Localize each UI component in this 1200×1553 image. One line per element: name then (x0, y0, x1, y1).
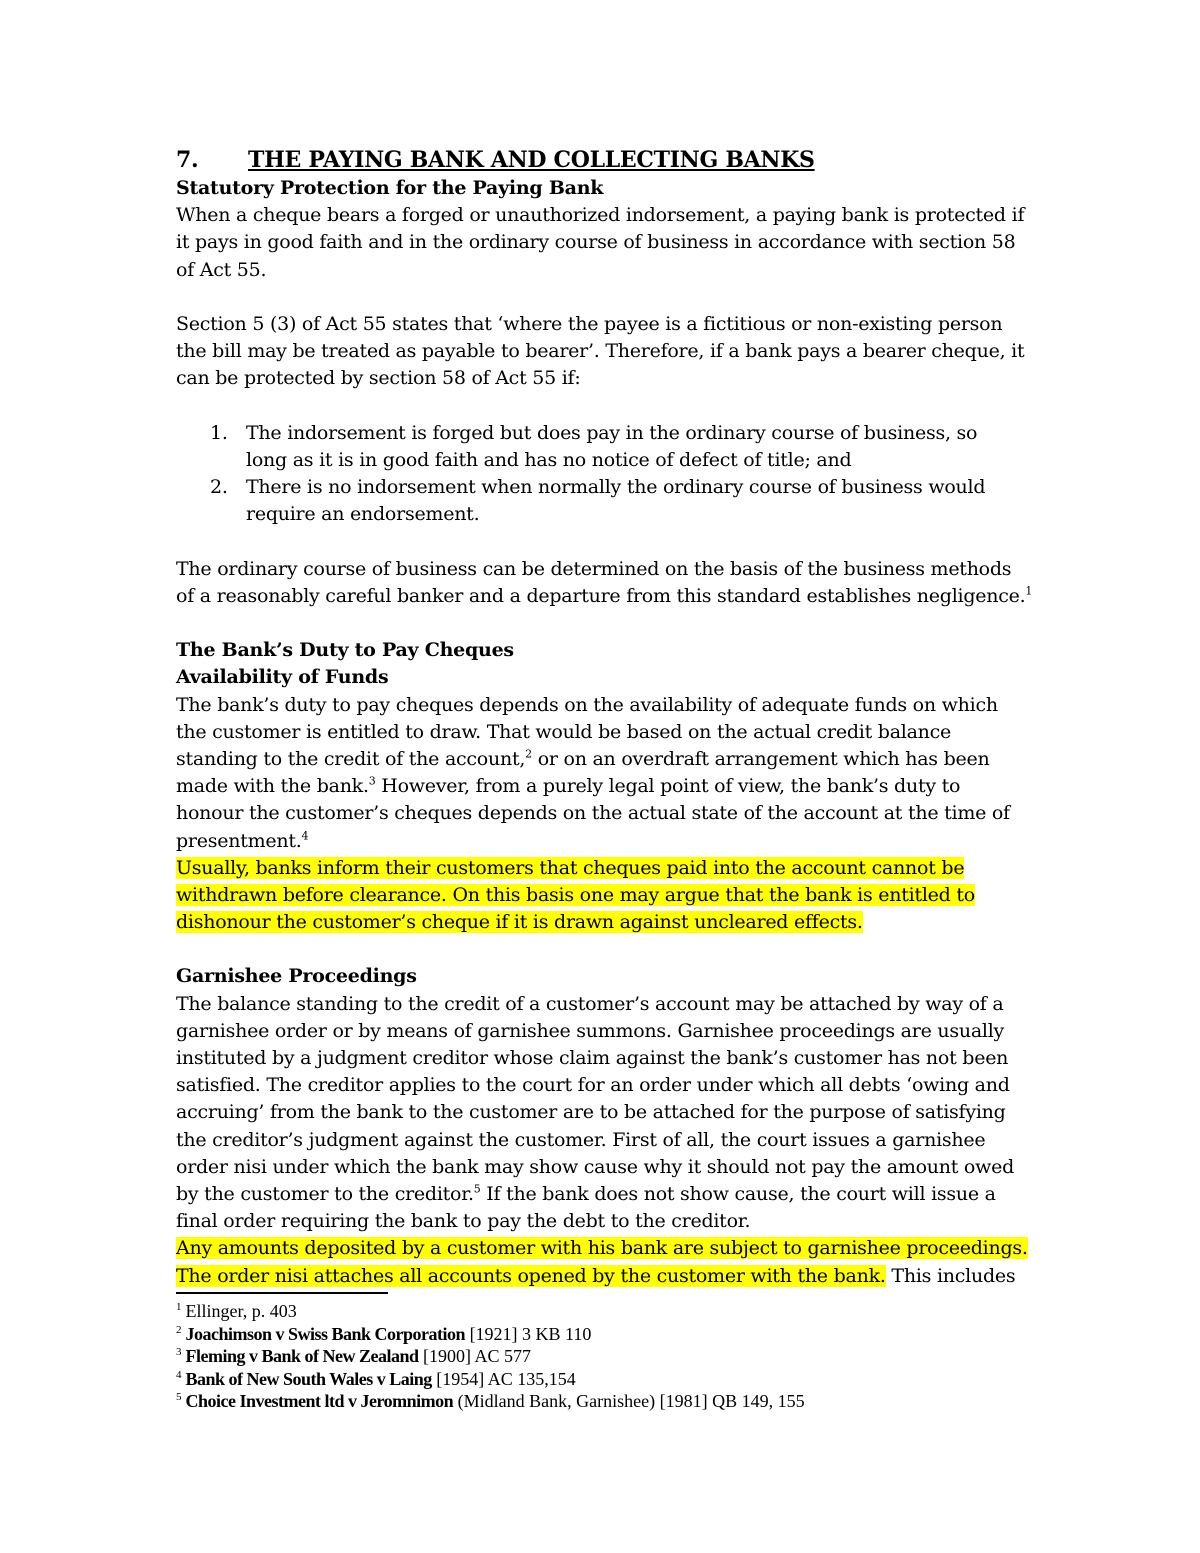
paragraph-line: honour the customer’s cheques depends on the actual state of the account at the time of (176, 802, 1010, 825)
highlighted-line: Usually, banks inform their customers that cheques paid into the account cannot be (176, 856, 965, 879)
footnote: $^5$ Choice Investment ltd v Jeromnimon (Midland Bank, Garnishee) [1981] QB 149, 155 (176, 1391, 805, 1412)
footnote-ref: 3 (368, 774, 376, 788)
paragraph-line: satisfied. The creditor applies to the court for an order under which all debts ‘owing and (176, 1074, 1010, 1097)
paragraph-line: instituted by a judgment creditor whose claim against the bank’s customer has not been (176, 1047, 1009, 1069)
highlighted-line: dishonour the customer’s cheque if it is drawn against uncleared effects. (176, 911, 863, 934)
footnote-ref: 1 (1025, 584, 1033, 598)
footnote-ref: 5 (473, 1182, 481, 1196)
section-title: 7. THE PAYING BANK AND COLLECTING BANKS (176, 147, 815, 173)
conditions-list (176, 420, 1036, 529)
document-page (176, 143, 1036, 1290)
paragraph-line: of Act 55. (176, 258, 267, 281)
footnote: $^2$ Joachimson v Swiss Bank Corporation [1921] 3 KB 110 (176, 1323, 592, 1344)
heading-statutory-protection: Statutory Protection for the Paying Bank (176, 177, 604, 199)
footnote-separator (176, 1292, 388, 1294)
paragraph-line: by the customer to the creditor.$^5$ If the bank does not show cause, the court will issue a (176, 1182, 996, 1205)
paragraph-line: the customer is entitled to draw. That would be based on the actual credit balance (176, 720, 952, 743)
list-item: 2. There is no indorsement when normally the ordinary course of business would require an endorsement. (210, 476, 986, 526)
paragraph-line: The ordinary course of business can be determined on the basis of the business methods (176, 557, 1012, 580)
list-item: 1. The indorsement is forged but does pay in the ordinary course of business, so long as it is in good faith and has no notice of defect of title; and (210, 421, 978, 471)
paragraph-line: garnishee order or by means of garnishee summons. Garnishee proceedings are usually (176, 1019, 1005, 1042)
heading-garnishee-proceedings: Garnishee Proceedings (176, 965, 417, 988)
paragraph-line: presentment.$^4$ (176, 829, 309, 852)
heading-duty-to-pay: The Bank’s Duty to Pay Cheques (176, 639, 514, 662)
footnote: $^4$ Bank of New South Wales v Laing [1954] AC 135,154 (176, 1368, 576, 1389)
paragraph-line: of a reasonably careful banker and a departure from this standard establishes negligence.$^1$ (176, 584, 1033, 607)
footnote: $^1$ Ellinger, p. 403 (176, 1301, 297, 1321)
paragraph-line: accruing’ from the bank to the customer are to be attached for the purpose of satisfying (176, 1101, 1006, 1124)
paragraph-line: the bill may be treated as payable to bearer’. Therefore, if a bank pays a bearer cheque, it (176, 340, 1025, 363)
heading-availability-of-funds: Availability of Funds (176, 666, 389, 689)
highlighted-line: The order nisi attaches all accounts opened by the customer with the bank. This includes (176, 1264, 1016, 1287)
paragraph-line: When a cheque bears a forged or unauthorized indorsement, a paying bank is protected if (176, 204, 1025, 227)
paragraph-line: The bank’s duty to pay cheques depends on the availability of adequate funds on which (176, 693, 998, 716)
paragraph-line: final order requiring the bank to pay the debt to the creditor. (176, 1210, 751, 1233)
paragraph-line: order nisi under which the bank may show cause why it should not pay the amount owed (176, 1155, 1015, 1178)
highlighted-line: Any amounts deposited by a customer with his bank are subject to garnishee proceedings. (176, 1237, 1028, 1260)
paragraph-line: made with the bank.$^3$ However, from a purely legal point of view, the bank’s duty to (176, 774, 961, 798)
paragraph-line: can be protected by section 58 of Act 55 if: (176, 367, 581, 390)
highlighted-line: withdrawn before clearance. On this basis one may argue that the bank is entitled to (176, 883, 975, 906)
paragraph-line: the creditor’s judgment against the customer. First of all, the court issues a garnishee (176, 1128, 986, 1151)
paragraph-line: Section 5 (3) of Act 55 states that ‘where the payee is a fictitious or non-existing person (176, 312, 1003, 335)
paragraph-line: it pays in good faith and in the ordinary course of business in accordance with section 58 (176, 231, 1016, 254)
footnote: $^3$ Fleming v Bank of New Zealand [1900] AC 577 (176, 1346, 532, 1367)
footnotes (176, 1300, 1076, 1413)
footnote-ref: 4 (301, 829, 309, 843)
paragraph-line: standing to the credit of the account,$^2$ or on an overdraft arrangement which has been (176, 747, 990, 770)
paragraph-line: The balance standing to the credit of a customer’s account may be attached by way of a (176, 992, 1004, 1015)
footnote-ref: 2 (525, 747, 532, 761)
